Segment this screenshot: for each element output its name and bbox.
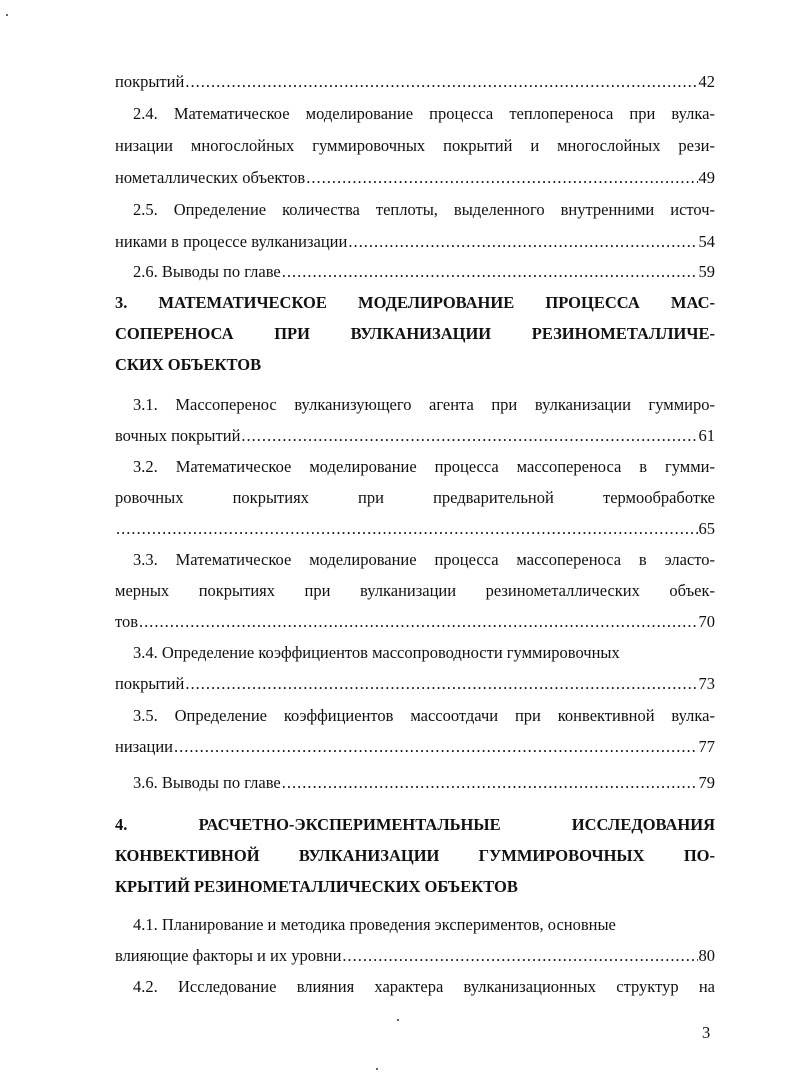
toc-entry-4-1: 4.1. Планирование и методика проведения экспериментов, основные — [133, 915, 616, 934]
toc-entry-3-1: 3.1. Массоперенос вулканизующего агента при вулканизации гуммиро- — [133, 395, 715, 414]
chapter-3-heading: СОПЕРЕНОСА ПРИ ВУЛКАНИЗАЦИИ РЕЗИНОМЕТАЛЛИЧЕ- — [115, 324, 715, 343]
toc-entry-3-5: 3.5. Определение коэффициентов массоотдачи при конвективной вулка- — [133, 706, 715, 725]
toc-line: никами в процессе вулканизации ..... 54 — [115, 230, 715, 254]
toc-entry-3-4: 3.4. Определение коэффициентов массопроводности гуммировочных — [133, 643, 620, 662]
scan-speck — [6, 14, 8, 16]
toc-entry-2-6: 2.6. Выводы по главе ..... 59 — [133, 260, 715, 284]
page-number: 3 — [702, 1023, 711, 1042]
scan-speck — [376, 1068, 378, 1070]
toc-entry-3-2: 3.2. Математическое моделирование процесса массопереноса в гумми- — [133, 457, 715, 476]
toc-line: ..... 65 — [115, 517, 715, 541]
toc-line: покрытий ..... 73 — [115, 672, 715, 696]
chapter-3-heading: СКИХ ОБЪЕКТОВ — [115, 355, 262, 374]
chapter-4-heading: КРЫТИЙ РЕЗИНОМЕТАЛЛИЧЕСКИХ ОБЪЕКТОВ — [115, 877, 518, 896]
toc-entry-2-5: 2.5. Определение количества теплоты, выделенного внутренними источ- — [133, 200, 715, 219]
chapter-4-heading: 4. РАСЧЕТНО-ЭКСПЕРИМЕНТАЛЬНЫЕ ИССЛЕДОВАНИЯ — [115, 815, 715, 834]
toc-line: вочных покрытий ..... 61 — [115, 424, 715, 448]
toc-line: ровочных покрытиях при предварительной термообработке — [115, 488, 715, 507]
toc-line: покрытий ..... 42 — [115, 70, 715, 94]
chapter-4-heading: КОНВЕКТИВНОЙ ВУЛКАНИЗАЦИИ ГУММИРОВОЧНЫХ ПО- — [115, 846, 715, 865]
toc-entry-3-3: 3.3. Математическое моделирование процесса массопереноса в эласто- — [133, 550, 715, 569]
toc-line: низации многослойных гуммировочных покрытий и многослойных рези- — [115, 136, 715, 155]
toc-entry-2-4: 2.4. Математическое моделирование процесса теплопереноса при вулка- — [133, 104, 715, 123]
toc-line: влияющие факторы и их уровни ..... 80 — [115, 944, 715, 968]
toc-line: нометаллических объектов ..... 49 — [115, 166, 715, 190]
toc-line: низации ..... 77 — [115, 735, 715, 759]
toc-line: мерных покрытиях при вулканизации резинометаллических объек- — [115, 581, 715, 600]
scan-speck — [397, 1019, 399, 1021]
toc-line: тов ..... 70 — [115, 610, 715, 634]
toc-entry-4-2: 4.2. Исследование влияния характера вулканизационных структур на — [133, 977, 715, 996]
chapter-3-heading: 3. МАТЕМАТИЧЕСКОЕ МОДЕЛИРОВАНИЕ ПРОЦЕССА МАС- — [115, 293, 715, 312]
toc-entry-3-6: 3.6. Выводы по главе ..... 79 — [133, 771, 715, 795]
